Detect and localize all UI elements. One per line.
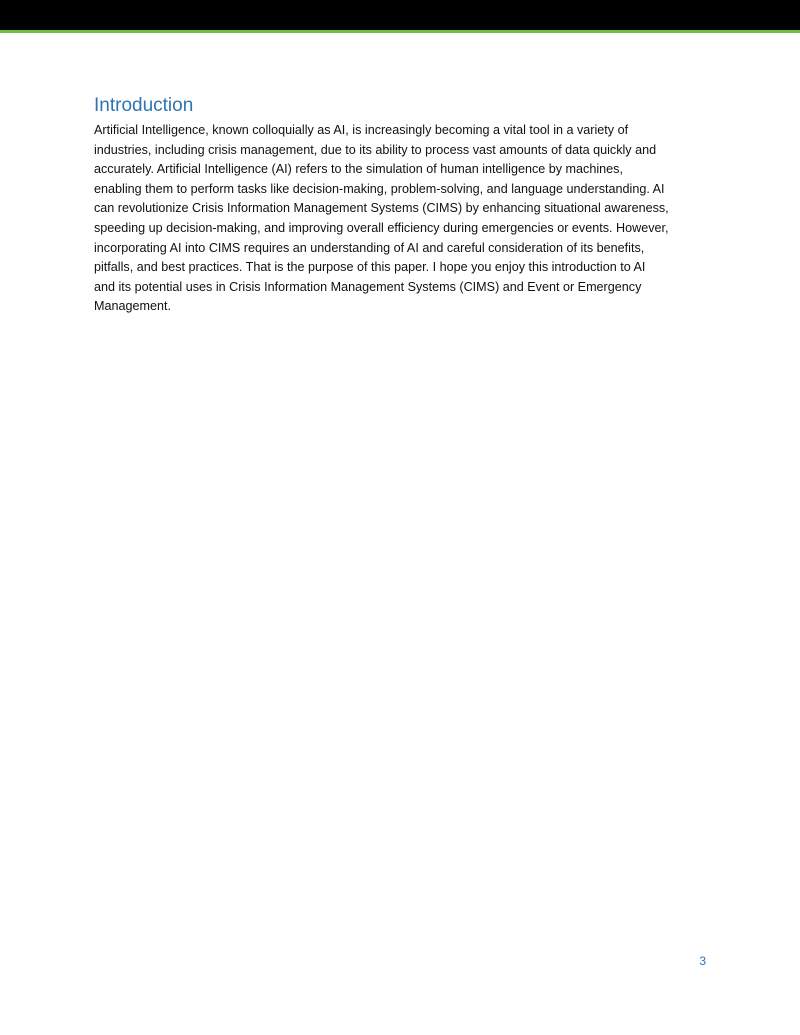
page-number: 3 — [699, 954, 706, 968]
header-accent-line — [0, 30, 800, 33]
page-content — [94, 94, 706, 317]
intro-paragraph: Artificial Intelligence, known colloquially as AI, is increasingly becoming a vital tool in a variety of industries, including crisis management, due to its ability to process vast amounts of data quickly and accurately. Artificial Intelligence (AI) refers to the simulation of human intelligence by machines, enabling them to perform tasks like decision-making, problem-solving, and language understanding. AI can revolutionize Crisis Information Management Systems (CIMS) by enhancing situational awareness, speeding up decision-making, and improving overall efficiency during emergencies or events. However, incorporating AI into CIMS requires an understanding of AI and careful consideration of its benefits, pitfalls, and best practices. That is the purpose of this paper. I hope you enjoy this introduction to AI and its potential uses in Crisis Information Management Systems (CIMS) and Event or Emergency Management. — [94, 123, 669, 314]
section-heading: Introduction — [94, 95, 194, 116]
header-band — [0, 0, 800, 30]
